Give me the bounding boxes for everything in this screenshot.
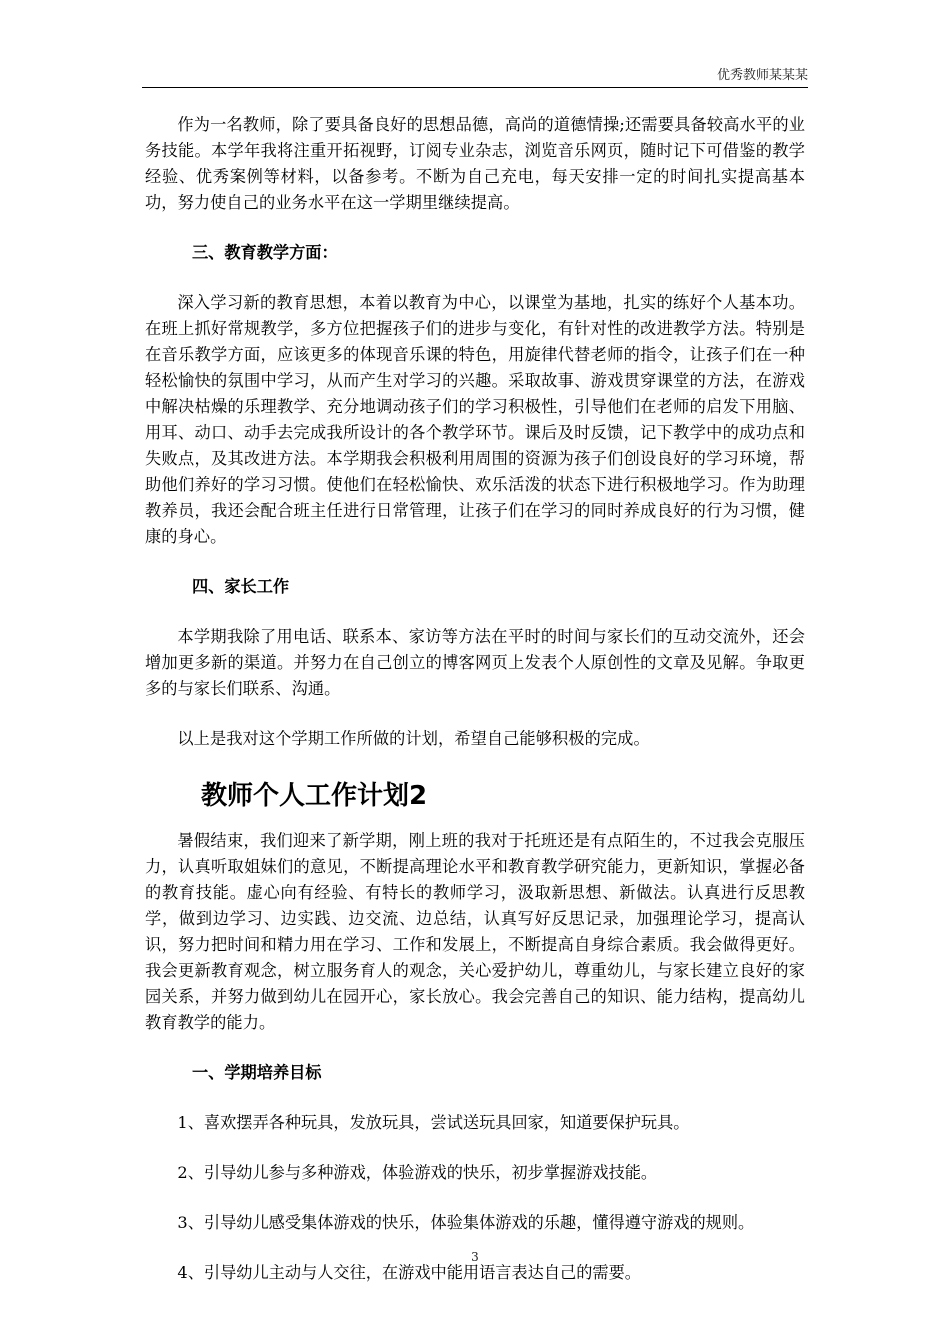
list-item: 4、引导幼儿主动与人交往，在游戏中能用语言表达自己的需要。 [177,1263,641,1282]
list-item: 1、喜欢摆弄各种玩具，发放玩具，尝试送玩具回家，知道要保护玩具。 [177,1113,690,1132]
paragraph: 暑假结束，我们迎来了新学期，刚上班的我对于托班还是有点陌生的，不过我会克服压力，认真听取姐妹们的意见，不断提高理论水平和教育教学研究能力，更新知识，掌握必备的教育技能。虚心向有经验、有特长的教师学习，汲取新思想、新做法。认真进行反思教学，做到边学习、边实践、边交流、边总结，认真写好反思记录，加强理论学习，提高认识，努力把时间和精力用在学习、工作和发展上，不断提高自身综合素质。我会做得更好。我会更新教育观念，树立服务育人的观念，关心爱护幼儿，尊重幼儿，与家长建立良好的家园关系，并努力做到幼儿在园开心，家长放心。我会完善自己的知识、能力结构，提高幼儿教育教学的能力。 [145,831,805,1032]
paragraph: 作为一名教师，除了要具备良好的思想品德，高尚的道德情操;还需要具备较高水平的业务技能。本学年我将注重开拓视野，订阅专业杂志，浏览音乐网页，随时记下可借鉴的教学经验、优秀案例等材料，以备参考。不断为自己充电，每天安排一定的时间扎实提高基本功，努力使自己的业务水平在这一学期里继续提高。 [145,115,805,212]
section-heading: 三、教育教学方面： [191,243,338,262]
article-title: 教师个人工作计划2 [201,781,428,811]
section-heading: 四、家长工作 [191,577,290,596]
paragraph: 以上是我对这个学期工作所做的计划，希望自己能够积极的完成。 [177,729,650,748]
page-header-text: 优秀教师某某某 [716,68,808,83]
section-heading: 一、学期培养目标 [191,1063,322,1082]
paragraph: 深入学习新的教育思想，本着以教育为中心，以课堂为基地，扎实的练好个人基本功。在班上抓好常规教学，多方位把握孩子们的进步与变化，有针对性的改进教学方法。特别是在音乐教学方面，应该更多的体现音乐课的特色，用旋律代替老师的指令，让孩子们在一种轻松愉快的氛围中学习，从而产生对学习的兴趣。采取故事、游戏贯穿课堂的方法，在游戏中解决枯燥的乐理教学、充分地调动孩子们的学习积极性，引导他们在老师的启发下用脑、用耳、动口、动手去完成我所设计的各个教学环节。课后及时反馈，记下教学中的成功点和失败点，及其改进方法。本学期我会积极利用周围的资源为孩子们创设良好的学习环境，帮助他们养好的学习习惯。使他们在轻松愉快、欢乐活泼的状态下进行积极地学习。作为助理教养员，我还会配合班主任进行日常管理，让孩子们在学习的同时养成良好的行为习惯，健康的身心。 [145,293,805,546]
header-divider [142,87,808,88]
paragraph: 本学期我除了用电话、联系本、家访等方法在平时的时间与家长们的互动交流外，还会增加更多新的渠道。并努力在自己创立的博客网页上发表个人原创性的文章及见解。争取更多的与家长们联系、沟通。 [145,627,805,698]
document-body [145,112,805,1310]
list-item: 3、引导幼儿感受集体游戏的快乐，体验集体游戏的乐趣，懂得遵守游戏的规则。 [177,1213,755,1232]
list-item: 2、引导幼儿参与多种游戏，体验游戏的快乐，初步掌握游戏技能。 [177,1163,658,1182]
page-number: 3 [471,1250,479,1264]
